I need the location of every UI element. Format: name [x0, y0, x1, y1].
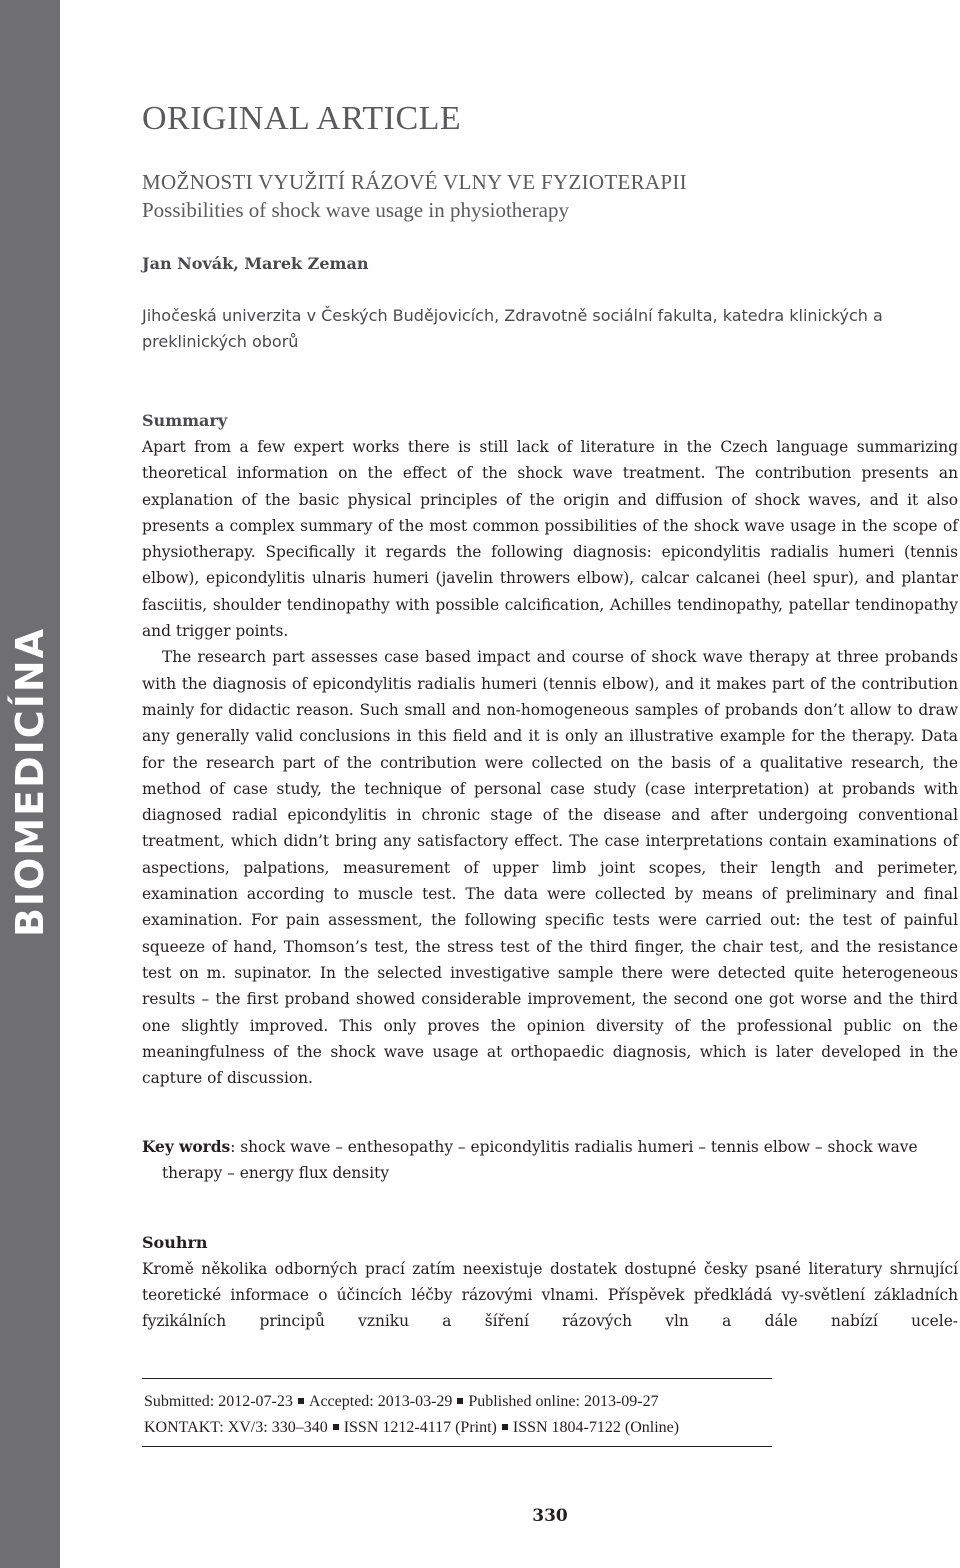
article-type: ORIGINAL ARTICLE — [142, 100, 462, 137]
title-czech: MOŽNOSTI VYUŽITÍ RÁZOVÉ VLNY VE FYZIOTERAPII — [142, 170, 687, 194]
square-bullet-icon — [502, 1424, 508, 1430]
journal-info — [144, 1417, 679, 1439]
page-number: 330 — [532, 1506, 568, 1526]
meta-divider-bottom — [142, 1446, 772, 1447]
section-label: BIOMEDICÍNA — [8, 626, 52, 938]
summary-paragraph: Apart from a few expert works there is still lack of literature in the Czech language summarizing theoretical information on the effect of the shock wave treatment. The contribution presents an explanation of the basic physical principles of the origin and diffusion of shock waves, and it also presents a complex summary of the most common possibilities of the shock wave usage in the scope of physiotherapy. Specifically it regards the following diagnosis: epicondylitis radialis humeri (tennis elbow), epicondylitis ulnaris humeri (javelin throwers elbow), calcar calcanei (heel spur), and plantar fasciitis, shoulder tendinopathy with possible calcification, Achilles tendinopathy, patellar tendinopathy and trigger points. — [142, 438, 958, 641]
journal-citation: KONTAKT: XV/3: 330–340 — [144, 1419, 328, 1436]
summary-paragraph: The research part assesses case based impact and course of shock wave therapy at three probands with the diagnosis of epicondylitis radialis humeri (tennis elbow), and it makes part of the contribution mainly for didactic reason. Such small and non-homogeneous samples of probands don’t allow to draw any generally valid conclusions in this field and it is only an illustrative example for the therapy. Data for the research part of the contribution were collected on the basis of a qualitative research, the method of case study, the technique of personal case study (case interpretation) at probands with diagnosed radial epicondylitis in chronic stage of the disease and after undergoing conventional treatment, which didn’t bring any satisfactory effect. The case interpretations contain examinations of aspections, palpations, measurement of upper limb joint scopes, their length and perimeter, examination according to muscle test. The data were collected by means of preliminary and final examination. For pain assessment, the following specific tests were carried out: the test of painful squeeze of hand, Thomson’s test, the stress test of the third finger, the chair test, and the resistance test on m. supinator. In the selected investigative sample there were detected quite heterogeneous results – the first proband showed considerable improvement, the second one got worse and the third one slightly improved. This only proves the opinion diversity of the professional public on the meaningfulness of the shock wave usage at orthopaedic diagnosis, which is later developed in the capture of discussion. — [142, 648, 958, 1088]
meta-divider-top — [142, 1378, 772, 1379]
summary-body — [142, 434, 958, 1091]
submitted-date: Submitted: 2012-07-23 — [144, 1393, 293, 1410]
authors: Jan Novák, Marek Zeman — [142, 254, 369, 273]
keywords-text: : shock wave – enthesopathy – epicondylitis radialis humeri – tennis elbow – shock wave therapy – energy flux density — [162, 1138, 918, 1182]
souhrn-heading: Souhrn — [142, 1233, 208, 1252]
submission-dates — [144, 1391, 659, 1413]
published-date: Published online: 2013-09-27 — [468, 1393, 659, 1410]
square-bullet-icon — [333, 1424, 339, 1430]
square-bullet-icon — [298, 1398, 304, 1404]
square-bullet-icon — [457, 1398, 463, 1404]
title-english: Possibilities of shock wave usage in physiotherapy — [142, 198, 569, 222]
affiliation: Jihočeská univerzita v Českých Budějovicích, Zdravotně sociální fakulta, katedra klinických a preklinických oborů — [142, 306, 883, 351]
issn-print: ISSN 1212-4117 (Print) — [343, 1419, 497, 1436]
souhrn-body: Kromě několika odborných prací zatím neexistuje dostatek dostupné česky psané literatury shrnující teoretické informace o účincích léčby rázovými vlnami. Příspěvek předkládá vy-světlení základních fyzikálních principů vzniku a šíření rázových vln a dále nabízí ucele- — [142, 1260, 958, 1330]
keywords — [142, 1134, 958, 1186]
keywords-label: Key words — [142, 1138, 231, 1156]
summary-heading: Summary — [142, 411, 228, 430]
issn-online: ISSN 1804-7122 (Online) — [512, 1419, 680, 1436]
accepted-date: Accepted: 2013-03-29 — [308, 1393, 453, 1410]
section-side-band — [0, 0, 60, 1568]
